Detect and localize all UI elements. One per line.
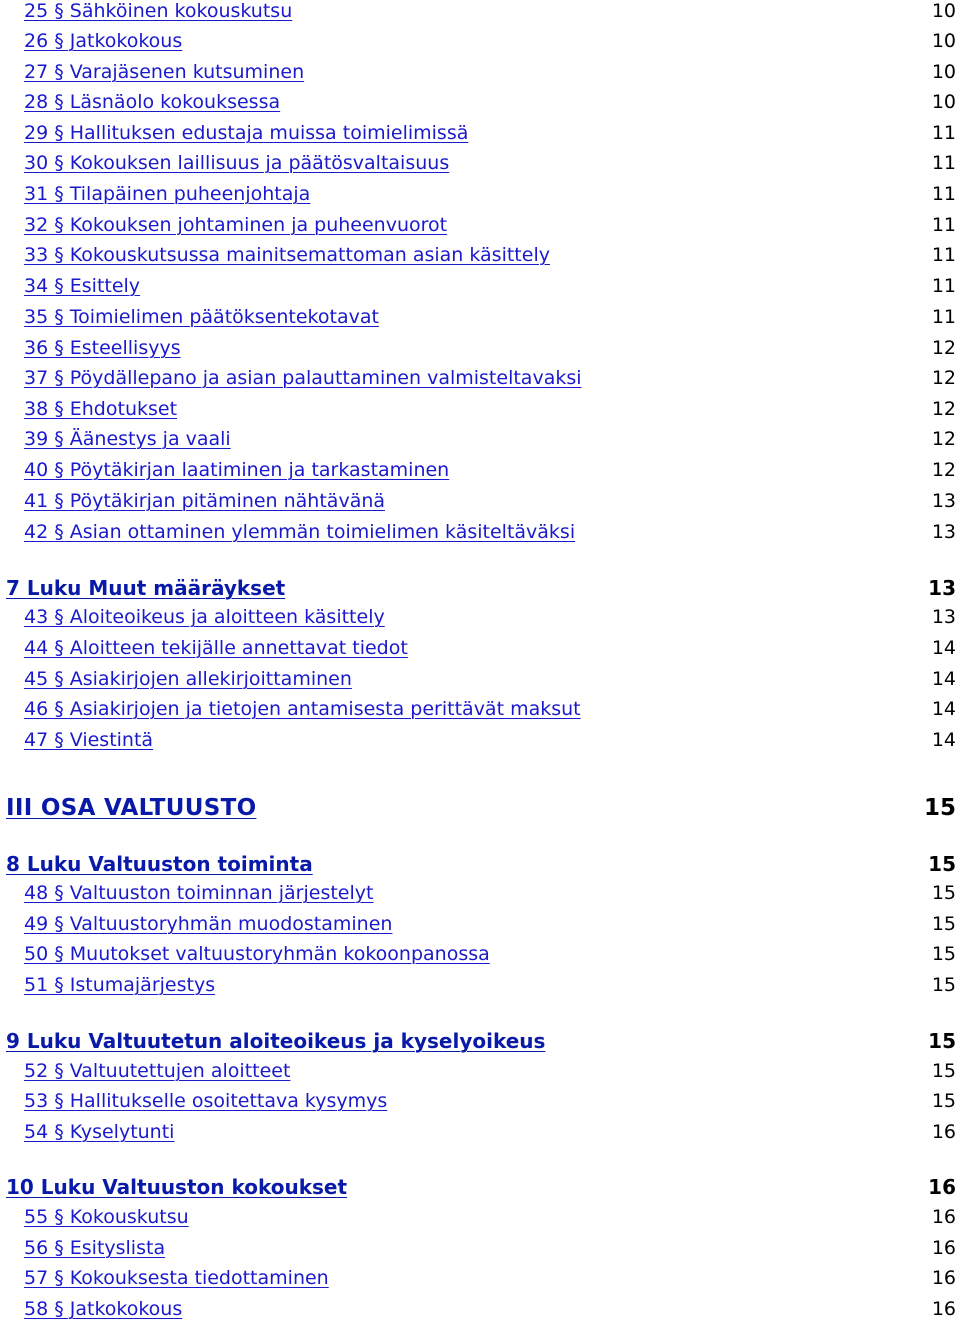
toc-page-number: 10: [931, 61, 956, 83]
toc-section-entry[interactable]: [0, 91, 960, 119]
toc-entry-link[interactable]: 42 § Asian ottaminen ylemmän toimielimen käsiteltäväksi: [24, 521, 576, 543]
toc-chapter-entry[interactable]: [0, 1175, 960, 1203]
toc-entry-link[interactable]: 33 § Kokouskutsussa mainitsemattoman asian käsittely: [24, 244, 550, 266]
toc-entry-link[interactable]: 58 § Jatkokokous: [24, 1298, 183, 1320]
toc-page-number: 15: [931, 943, 956, 965]
toc-section-entry[interactable]: [0, 183, 960, 211]
toc-entry-link[interactable]: 32 § Kokouksen johtaminen ja puheenvuorot: [24, 214, 448, 236]
toc-entry-link[interactable]: 8 Luku Valtuuston toiminta: [6, 852, 313, 876]
toc-section-entry[interactable]: [0, 244, 960, 272]
toc-entry-link[interactable]: 55 § Kokouskutsu: [24, 1206, 189, 1228]
toc-page-number: 15: [928, 1029, 956, 1053]
toc-section-entry[interactable]: [0, 606, 960, 634]
toc-page-number: 12: [931, 367, 956, 389]
toc-page-number: 11: [931, 275, 956, 297]
toc-page-number: 15: [923, 795, 956, 821]
toc-page-number: 11: [931, 244, 956, 266]
toc-section-entry[interactable]: [0, 1090, 960, 1118]
toc-entry-link[interactable]: 54 § Kyselytunti: [24, 1121, 175, 1143]
toc-chapter-entry[interactable]: [0, 576, 960, 604]
toc-entry-link[interactable]: 35 § Toimielimen päätöksentekotavat: [24, 306, 379, 328]
toc-page-number: 16: [931, 1298, 956, 1320]
toc-section-entry[interactable]: [0, 913, 960, 941]
toc-entry-link[interactable]: 25 § Sähköinen kokouskutsu: [24, 0, 293, 22]
toc-section-entry[interactable]: [0, 490, 960, 518]
toc-entry-link[interactable]: 43 § Aloiteoikeus ja aloitteen käsittely: [24, 606, 385, 628]
toc-page-number: 16: [931, 1121, 956, 1143]
toc-page-number: 12: [931, 398, 956, 420]
toc-section-entry[interactable]: [0, 974, 960, 1002]
toc-page-number: 13: [931, 606, 956, 628]
toc-entry-link[interactable]: 45 § Asiakirjojen allekirjoittaminen: [24, 668, 352, 690]
toc-page-number: 13: [931, 490, 956, 512]
toc-entry-link[interactable]: 9 Luku Valtuutetun aloiteoikeus ja kyselyoikeus: [6, 1029, 546, 1053]
toc-section-entry[interactable]: [0, 1060, 960, 1088]
toc-section-entry[interactable]: [0, 1267, 960, 1295]
toc-chapter-entry[interactable]: [0, 1029, 960, 1057]
toc-section-entry[interactable]: [0, 152, 960, 180]
toc-entry-link[interactable]: 56 § Esityslista: [24, 1237, 166, 1259]
toc-page-number: 11: [931, 122, 956, 144]
toc-entry-link[interactable]: 52 § Valtuutettujen aloitteet: [24, 1060, 291, 1082]
toc-page-number: 14: [931, 668, 956, 690]
toc-entry-link[interactable]: 48 § Valtuuston toiminnan järjestelyt: [24, 882, 374, 904]
toc-section-entry[interactable]: [0, 459, 960, 487]
toc-entry-link[interactable]: III OSA VALTUUSTO: [6, 795, 257, 821]
toc-entry-link[interactable]: 29 § Hallituksen edustaja muissa toimielimissä: [24, 122, 469, 144]
toc-section-entry[interactable]: [0, 1121, 960, 1149]
toc-page-number: 16: [931, 1267, 956, 1289]
toc-entry-link[interactable]: 40 § Pöytäkirjan laatiminen ja tarkastaminen: [24, 459, 450, 481]
toc-entry-link[interactable]: 49 § Valtuustoryhmän muodostaminen: [24, 913, 393, 935]
toc-page-number: 14: [931, 698, 956, 720]
toc-page-number: 11: [931, 214, 956, 236]
toc-entry-link[interactable]: 28 § Läsnäolo kokouksessa: [24, 91, 281, 113]
toc-section-entry[interactable]: [0, 398, 960, 426]
toc-section-entry[interactable]: [0, 428, 960, 456]
toc-section-entry[interactable]: [0, 668, 960, 696]
toc-section-entry[interactable]: [0, 882, 960, 910]
toc-section-entry[interactable]: [0, 367, 960, 395]
toc-chapter-entry[interactable]: [0, 852, 960, 880]
toc-entry-link[interactable]: 39 § Äänestys ja vaali: [24, 428, 231, 450]
toc-page-number: 15: [931, 882, 956, 904]
toc-page-number: 11: [931, 306, 956, 328]
toc-page-number: 15: [931, 974, 956, 996]
toc-entry-link[interactable]: 36 § Esteellisyys: [24, 337, 181, 359]
toc-section-entry[interactable]: [0, 1237, 960, 1265]
toc-entry-link[interactable]: 41 § Pöytäkirjan pitäminen nähtävänä: [24, 490, 386, 512]
toc-entry-link[interactable]: 34 § Esittely: [24, 275, 141, 297]
toc-section-entry[interactable]: [0, 521, 960, 549]
toc-page-number: 10: [931, 30, 956, 52]
toc-page-number: 12: [931, 428, 956, 450]
toc-page-number: 13: [931, 521, 956, 543]
toc-page-number: 16: [931, 1206, 956, 1228]
toc-section-entry[interactable]: [0, 1206, 960, 1234]
toc-entry-link[interactable]: 10 Luku Valtuuston kokoukset: [6, 1175, 348, 1199]
toc-entry-link[interactable]: 31 § Tilapäinen puheenjohtaja: [24, 183, 311, 205]
toc-section-entry[interactable]: [0, 61, 960, 89]
toc-entry-link[interactable]: 50 § Muutokset valtuustoryhmän kokoonpanossa: [24, 943, 490, 965]
toc-entry-link[interactable]: 47 § Viestintä: [24, 729, 154, 751]
toc-page-number: 12: [931, 337, 956, 359]
toc-page-number: 14: [931, 729, 956, 751]
toc-page-number: 15: [928, 852, 956, 876]
toc-page-number: 15: [931, 1090, 956, 1112]
toc-entry-link[interactable]: 30 § Kokouksen laillisuus ja päätösvaltaisuus: [24, 152, 450, 174]
toc-entry-link[interactable]: 51 § Istumajärjestys: [24, 974, 216, 996]
toc-part-entry[interactable]: [0, 795, 960, 823]
toc-page-number: 15: [931, 913, 956, 935]
toc-page-number: 12: [931, 459, 956, 481]
toc-page-number: 10: [931, 0, 956, 22]
toc-page-number: 14: [931, 637, 956, 659]
toc-section-entry[interactable]: [0, 943, 960, 971]
toc-page-number: 11: [931, 183, 956, 205]
toc-page-number: 10: [931, 91, 956, 113]
toc-entry-link[interactable]: 37 § Pöydällepano ja asian palauttaminen valmisteltavaksi: [24, 367, 582, 389]
toc-page-number: 11: [931, 152, 956, 174]
toc-section-entry[interactable]: [0, 306, 960, 334]
toc-page-number: 15: [931, 1060, 956, 1082]
toc-section-entry[interactable]: [0, 698, 960, 726]
toc-entry-link[interactable]: 44 § Aloitteen tekijälle annettavat tiedot: [24, 637, 408, 659]
toc-page-number: 16: [931, 1237, 956, 1259]
toc-section-entry[interactable]: [0, 214, 960, 242]
toc-page-number: 13: [928, 576, 956, 600]
toc-entry-link[interactable]: 26 § Jatkokokous: [24, 30, 183, 52]
toc-entry-link[interactable]: 38 § Ehdotukset: [24, 398, 178, 420]
toc-entry-link[interactable]: 53 § Hallitukselle osoitettava kysymys: [24, 1090, 388, 1112]
toc-entry-link[interactable]: 46 § Asiakirjojen ja tietojen antamisesta perittävät maksut: [24, 698, 581, 720]
toc-section-entry[interactable]: [0, 275, 960, 303]
toc-entry-link[interactable]: 57 § Kokouksesta tiedottaminen: [24, 1267, 329, 1289]
toc-section-entry[interactable]: [0, 30, 960, 58]
toc-section-entry[interactable]: [0, 729, 960, 757]
toc-section-entry[interactable]: [0, 337, 960, 365]
toc-section-entry[interactable]: [0, 637, 960, 665]
toc-entry-link[interactable]: 27 § Varajäsenen kutsuminen: [24, 61, 305, 83]
toc-section-entry[interactable]: [0, 1298, 960, 1326]
toc-page-number: 16: [928, 1175, 956, 1199]
toc-section-entry[interactable]: [0, 122, 960, 150]
toc-entry-link[interactable]: 7 Luku Muut määräykset: [6, 576, 286, 600]
toc-section-entry[interactable]: [0, 0, 960, 28]
